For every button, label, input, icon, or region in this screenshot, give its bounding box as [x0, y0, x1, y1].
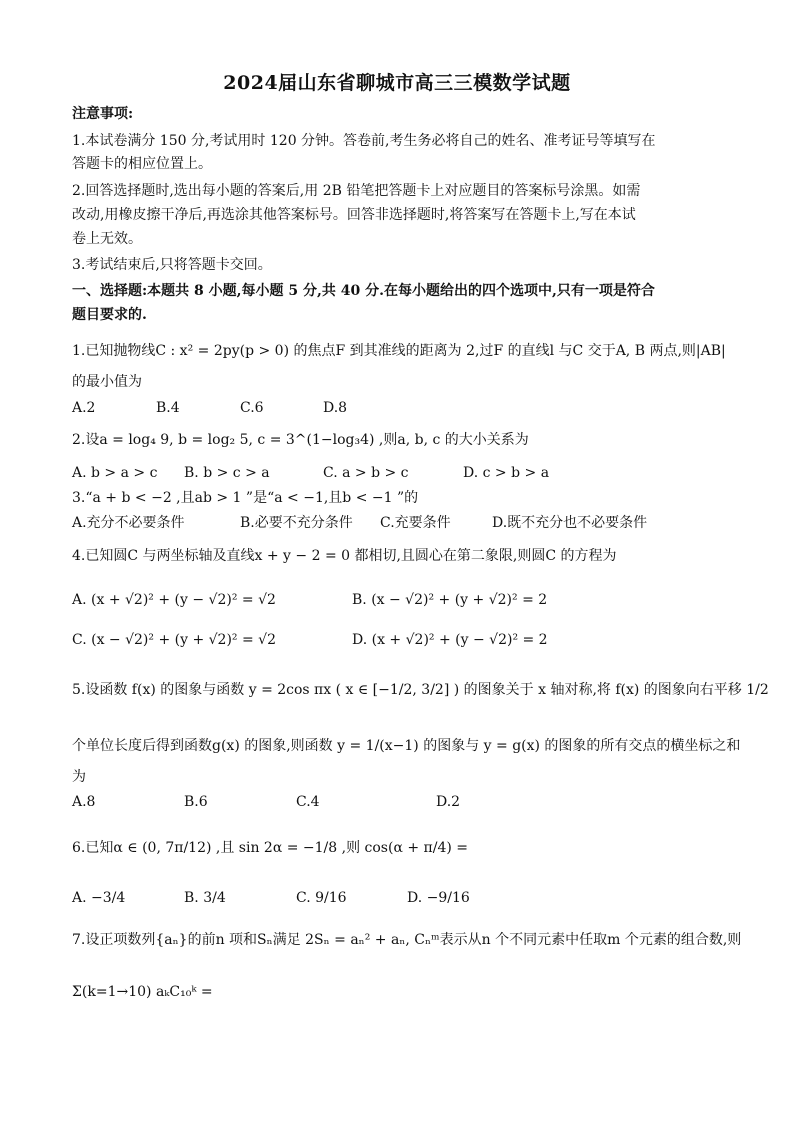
q6-option-a: A. −3/4	[72, 890, 126, 906]
q3-stem: 3.“a + b < −2 ,且ab > 1 ”是“a < −1,且b < −1 ”的	[72, 490, 419, 506]
notice-line-1b: 答题卡的相应位置上。	[72, 156, 212, 172]
q3-option-a: A.充分不必要条件	[72, 515, 185, 531]
q7-stem-b: Σ(k=1→10) aₖC₁₀ᵏ =	[72, 984, 213, 1000]
q5-option-a: A.8	[72, 794, 96, 810]
q5-option-b: B.6	[184, 794, 208, 810]
q2-option-b: B. b > c > a	[184, 465, 270, 481]
q3-option-d: D.既不充分也不必要条件	[492, 515, 648, 531]
notice-line-2a: 2.回答选择题时,选出每小题的答案后,用 2B 铅笔把答题卡上对应题目的答案标号涂黑。如需	[72, 183, 641, 199]
q6-option-d: D. −9/16	[407, 890, 470, 906]
q6-option-b: B. 3/4	[184, 890, 226, 906]
q4-stem: 4.已知圆C 与两坐标轴及直线x + y − 2 = 0 都相切,且圆心在第二象限,则圆C 的方程为	[72, 548, 617, 564]
q2-option-a: A. b > a > c	[72, 465, 158, 481]
q5-stem-b: 个单位长度后得到函数g(x) 的图象,则函数 y = 1/(x−1) 的图象与 y = g(x) 的图象的所有交点的横坐标之和	[72, 738, 741, 754]
q4-option-d: D. (x + √2)² + (y − √2)² = 2	[352, 632, 548, 648]
q1-stem-a: 1.已知抛物线C : x² = 2py(p > 0) 的焦点F 到其准线的距离为 2,过F 的直线l 与C 交于A, B 两点,则|AB|	[72, 343, 726, 359]
q5-stem-c: 为	[72, 769, 86, 785]
q1-stem-b: 的最小值为	[72, 374, 142, 390]
q4-option-c: C. (x − √2)² + (y + √2)² = √2	[72, 632, 276, 648]
q5-option-c: C.4	[296, 794, 320, 810]
q4-option-b: B. (x − √2)² + (y + √2)² = 2	[352, 592, 548, 608]
q6-stem: 6.已知α ∈ (0, 7π/12) ,且 sin 2α = −1/8 ,则 cos(α + π/4) =	[72, 840, 468, 856]
q3-option-b: B.必要不充分条件	[240, 515, 353, 531]
q1-option-a: A.2	[72, 400, 96, 416]
section-heading-b: 题目要求的.	[72, 307, 147, 323]
q6-option-c: C. 9/16	[296, 890, 347, 906]
q7-stem-a: 7.设正项数列{aₙ}的前n 项和Sₙ满足 2Sₙ = aₙ² + aₙ, Cₙᵐ表示从n 个不同元素中任取m 个元素的组合数,则	[72, 932, 742, 948]
q2-option-c: C. a > b > c	[323, 465, 409, 481]
q4-option-a: A. (x + √2)² + (y − √2)² = √2	[72, 592, 276, 608]
notice-line-3: 3.考试结束后,只将答题卡交回。	[72, 257, 272, 273]
q1-option-c: C.6	[240, 400, 264, 416]
q5-stem-a: 5.设函数 f(x) 的图象与函数 y = 2cos πx ( x ∈ [−1/2, 3/2] ) 的图象关于 x 轴对称,将 f(x) 的图象向右平移 1/2	[72, 682, 769, 698]
q1-option-d: D.8	[323, 400, 348, 416]
q5-option-d: D.2	[436, 794, 461, 810]
notice-line-2b: 改动,用橡皮擦干净后,再选涂其他答案标号。回答非选择题时,将答案写在答题卡上,写在本试	[72, 207, 636, 223]
q3-option-c: C.充要条件	[380, 515, 451, 531]
page-title: 2024届山东省聊城市高三三模数学试题	[223, 72, 571, 94]
notice-line-1a: 1.本试卷满分 150 分,考试用时 120 分钟。答卷前,考生务必将自己的姓名、准考证号等填写在	[72, 133, 656, 149]
section-heading-a: 一、选择题:本题共 8 小题,每小题 5 分,共 40 分.在每小题给出的四个选项中,只有一项是符合	[72, 283, 655, 299]
notice-heading: 注意事项:	[72, 106, 134, 122]
notice-line-2c: 卷上无效。	[72, 231, 142, 247]
q2-option-d: D. c > b > a	[463, 465, 550, 481]
q2-stem: 2.设a = log₄ 9, b = log₂ 5, c = 3^(1−log₃4) ,则a, b, c 的大小关系为	[72, 432, 529, 448]
q1-option-b: B.4	[156, 400, 180, 416]
